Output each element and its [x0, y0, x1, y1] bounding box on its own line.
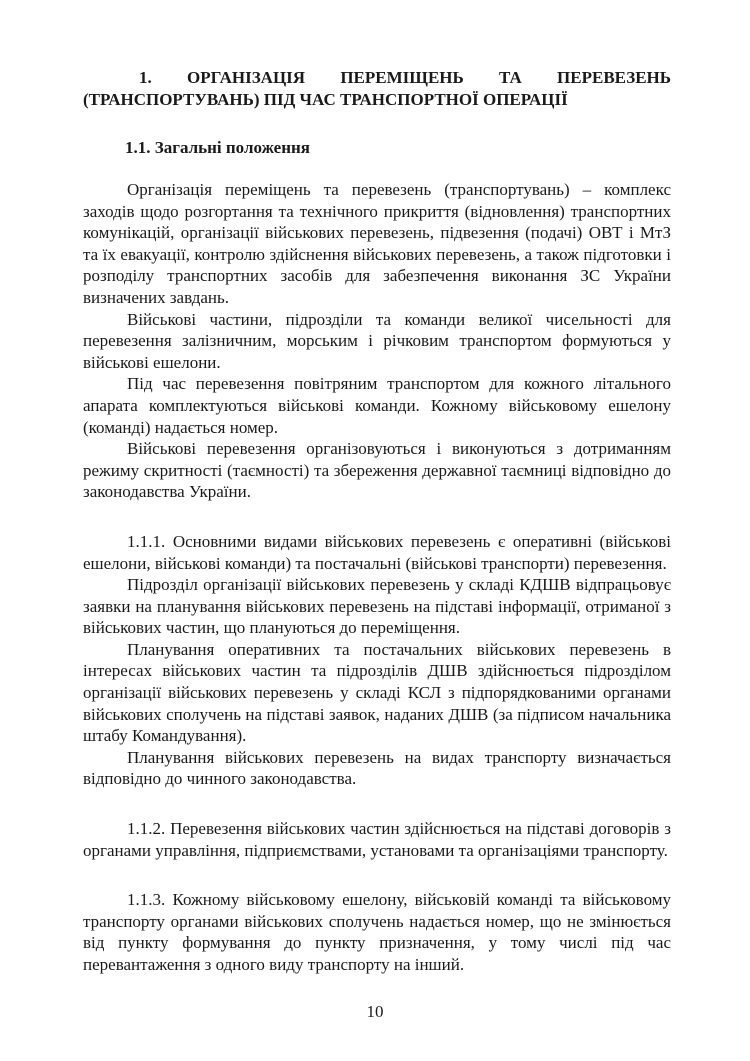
- page-number: 10: [366, 1002, 384, 1021]
- paragraph: Планування військових перевезень на видах транспорту визначається відповідно до чинного законодавства.: [83, 747, 671, 789]
- section-heading-line-1: 1. ОРГАНІЗАЦІЯ ПЕРЕМІЩЕНЬ ТА ПЕРЕВЕЗЕНЬ: [139, 68, 671, 87]
- section-heading-line-2: (ТРАНСПОРТУВАНЬ) ПІД ЧАС ТРАНСПОРТНОЇ ОПЕРАЦІЇ: [83, 90, 568, 109]
- paragraph-group-1-1-3: [83, 889, 671, 975]
- paragraph: 1.1.1. Основними видами військових перевезень є оперативні (військові ешелони, військові команди) та постачальні (військові транспорти) перевезення.: [83, 531, 671, 573]
- subsection-heading: 1.1. Загальні положення: [125, 138, 311, 157]
- paragraph-group-1-1-1: [83, 531, 671, 790]
- page-content: [83, 67, 671, 976]
- paragraph-group-general: [83, 179, 671, 503]
- paragraph: Організація переміщень та перевезень (транспортувань) – комплекс заходів щодо розгортання та технічного прикриття (відновлення) транспортних комунікацій, організації військових перевезень, підвезення (подачі) ОВТ і МтЗ та їх евакуації, контролю здійснення військових перевезень, а також підготовки і розподілу транспортних засобів для забезпечення виконання ЗС України визначених завдань.: [83, 180, 671, 307]
- body-text: [83, 179, 671, 976]
- paragraph: Підрозділ організації військових перевезень у складі КДШВ відпрацьовує заявки на планування військових перевезень на підставі інформації, отриманої з військових частин, що плануються до переміщення.: [83, 575, 671, 638]
- paragraph: 1.1.3. Кожному військовому ешелону, військовій команді та військовому транспорту органами військових сполучень надається номер, що не змінюється від пункту формування до пункту призначення, у тому числі під час перевантаження з одного виду транспорту на інший.: [83, 890, 671, 974]
- paragraph: Військові частини, підрозділи та команди великої чисельності для перевезення залізничним, морським і річковим транспортом формуються у військові ешелони.: [83, 309, 671, 372]
- section-heading: [83, 67, 671, 111]
- paragraph: Під час перевезення повітряним транспортом для кожного літального апарата комплектуються військові команди. Кожному військовому ешелону (команді) надається номер.: [83, 374, 671, 437]
- paragraph: Планування оперативних та постачальних військових перевезень в інтересах військових частин та підрозділів ДШВ здійснюється підрозділом організації військових перевезень у складі КСЛ з підпорядкованими органами військових сполучень на підставі заявок, наданих ДШВ (за підписом начальника штабу Командування).: [83, 639, 671, 746]
- paragraph-group-1-1-2: [83, 818, 671, 861]
- paragraph: 1.1.2. Перевезення військових частин здійснюється на підставі договорів з органами управління, підприємствами, установами та організаціями транспорту.: [83, 819, 671, 860]
- paragraph: Військові перевезення організовуються і виконуються з дотриманням режиму скритності (таємності) та збереження державної таємниці відповідно до законодавства України.: [83, 439, 671, 502]
